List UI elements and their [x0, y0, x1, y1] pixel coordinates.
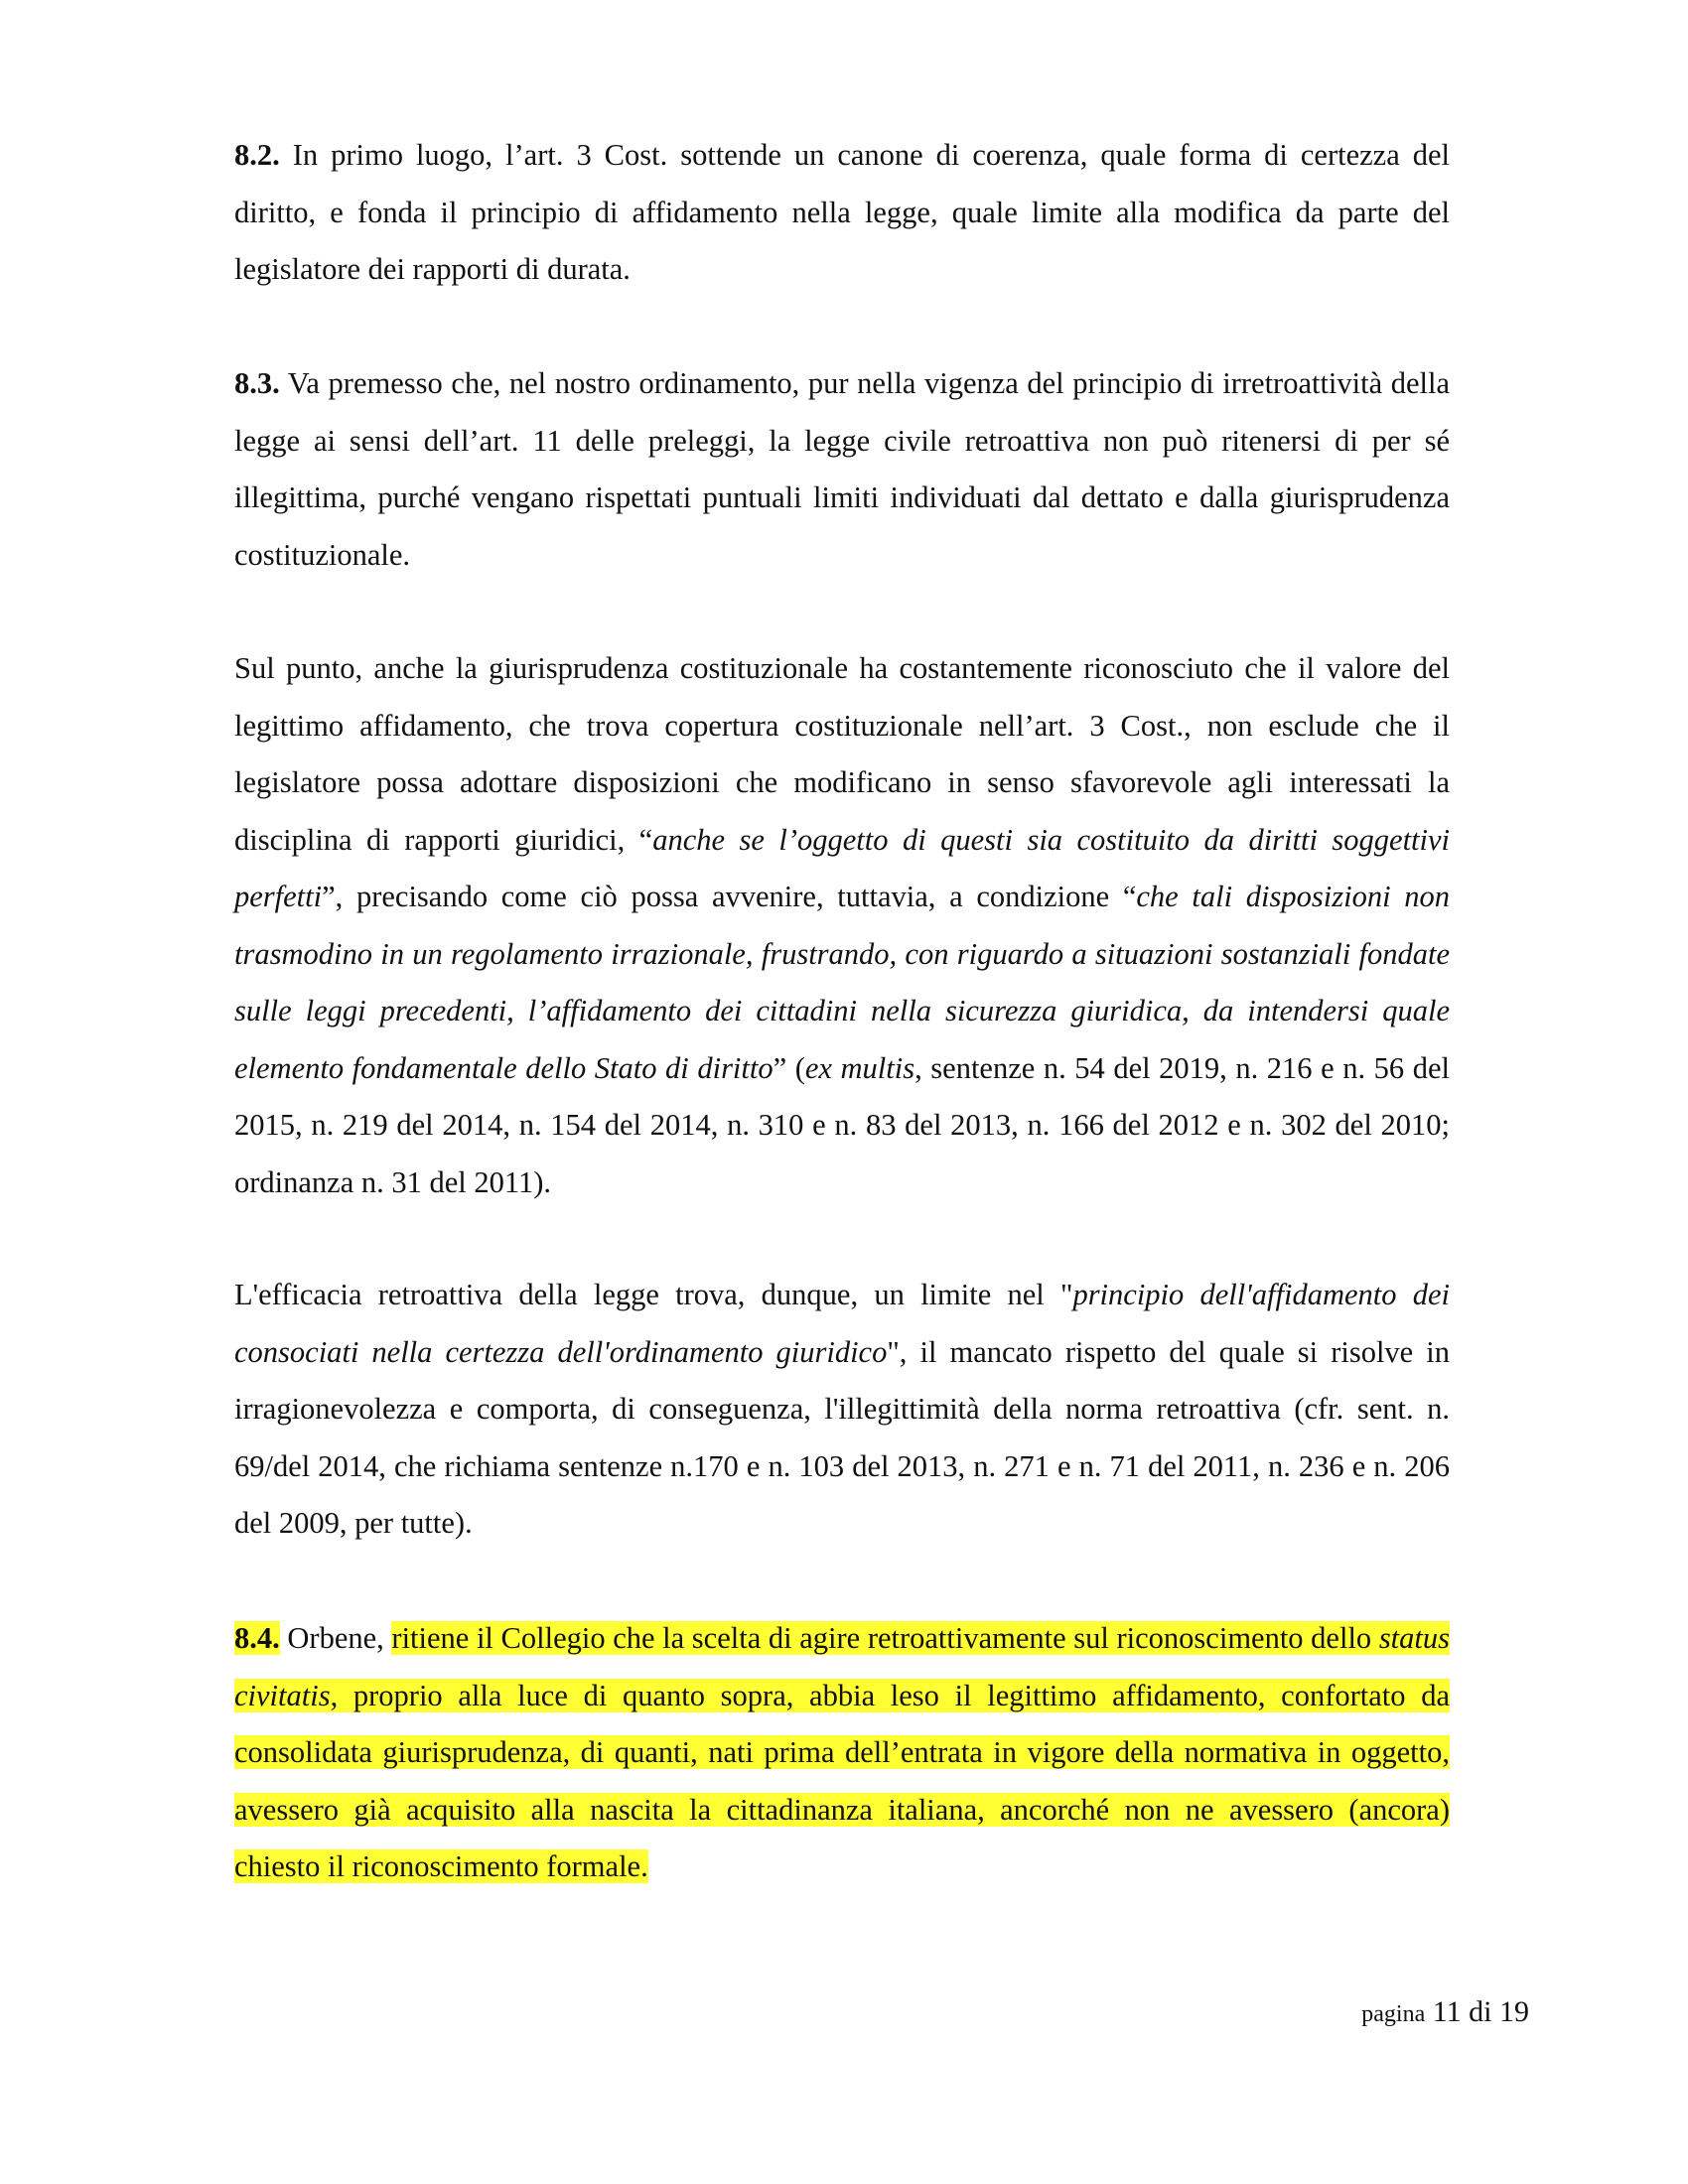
- paragraph-text: Orbene,: [279, 1621, 392, 1655]
- highlighted-italic-text: status civitatis: [234, 1621, 1450, 1712]
- page-number-footer: [1361, 1995, 1529, 2029]
- paragraph-text: ” (: [773, 1050, 805, 1085]
- paragraph-text: Sul punto, anche la giurisprudenza costituzionale ha costantemente riconosciuto che il valore del legittimo affidamento, che trova copertura costituzionale nell’art. 3 Cost., non esclude che il legislatore possa adottare disposizioni che modificano in senso sfavorevole agli interessati la disciplina di rapporti giuridici, “: [234, 651, 1450, 857]
- paragraph-sul-punto: [234, 640, 1450, 1211]
- paragraph-number: 8.2.: [234, 138, 280, 172]
- paragraph-8-4: [234, 1610, 1450, 1896]
- highlighted-text: ritiene il Collegio che la scelta di agire retroattivamente sul riconoscimento dello: [391, 1621, 1379, 1655]
- page-current: 11: [1432, 1995, 1462, 2028]
- quoted-italic-text: principio dell'affidamento dei consociati nella certezza dell'ordinamento giuridico: [234, 1278, 1450, 1369]
- page-of: di: [1469, 1995, 1492, 2028]
- paragraph-text: L'efficacia retroattiva della legge trova, dunque, un limite nel ": [234, 1278, 1073, 1311]
- quoted-italic-text: che tali disposizioni non trasmodino in un regolamento irrazionale, frustrando, con riguardo a situazioni sostanziali fondate sulle leggi precedenti, l’affidamento dei cittadini nella sicurezza giuridica, da intendersi quale elemento fondamentale dello Stato di diritto: [234, 880, 1450, 1085]
- paragraph-number: 8.3.: [234, 366, 280, 400]
- paragraph-text: ”, precisando come ciò possa avvenire, tuttavia, a condizione “: [322, 880, 1137, 913]
- paragraph-efficacia: [234, 1267, 1450, 1553]
- quoted-italic-text: anche se l’oggetto di questi sia costituito da diritti soggettivi perfetti: [234, 822, 1450, 913]
- page-label: pagina: [1361, 2001, 1426, 2027]
- paragraph-8-2: [234, 127, 1450, 299]
- page-total: 19: [1499, 1995, 1529, 2028]
- highlighted-text: , proprio alla luce di quanto sopra, abbia leso il legittimo affidamento, confortato da consolidata giurisprudenza, di quanti, nati prima dell’entrata in vigore della normativa in oggetto, avessero già acquisito alla nascita la cittadinanza italiana, ancorché non ne avessero (ancora) chiesto il riconoscimento formale.: [234, 1678, 1450, 1883]
- paragraph-text: , sentenze n. 54 del 2019, n. 216 e n. 56 del 2015, n. 219 del 2014, n. 154 del 2014, n. 310 e n. 83 del 2013, n. 166 del 2012 e n. 302 del 2010; ordinanza n. 31 del 2011).: [234, 1050, 1450, 1199]
- paragraph-8-3: [234, 355, 1450, 584]
- paragraph-text: Va premesso che, nel nostro ordinamento, pur nella vigenza del principio di irretroattività della legge ai sensi dell’art. 11 delle preleggi, la legge civile retroattiva non può ritenersi di per sé illegittima, purché vengano rispettati puntuali limiti individuati dal dettato e dalla giurisprudenza costituzionale.: [234, 366, 1450, 572]
- paragraph-number-highlighted: 8.4.: [234, 1621, 280, 1655]
- paragraph-text: ", il mancato rispetto del quale si risolve in irragionevolezza e comporta, di conseguenza, l'illegittimità della norma retroattiva (cfr. sent. n. 69/del 2014, che richiama sentenze n.170 e n. 103 del 2013, n. 271 e n. 71 del 2011, n. 236 e n. 206 del 2009, per tutte).: [234, 1334, 1450, 1540]
- latin-italic-text: ex multis: [804, 1050, 915, 1085]
- paragraph-text: In primo luogo, l’art. 3 Cost. sottende un canone di coerenza, quale forma di certezza del diritto, e fonda il principio di affidamento nella legge, quale limite alla modifica da parte del legislatore dei rapporti di durata.: [234, 138, 1450, 286]
